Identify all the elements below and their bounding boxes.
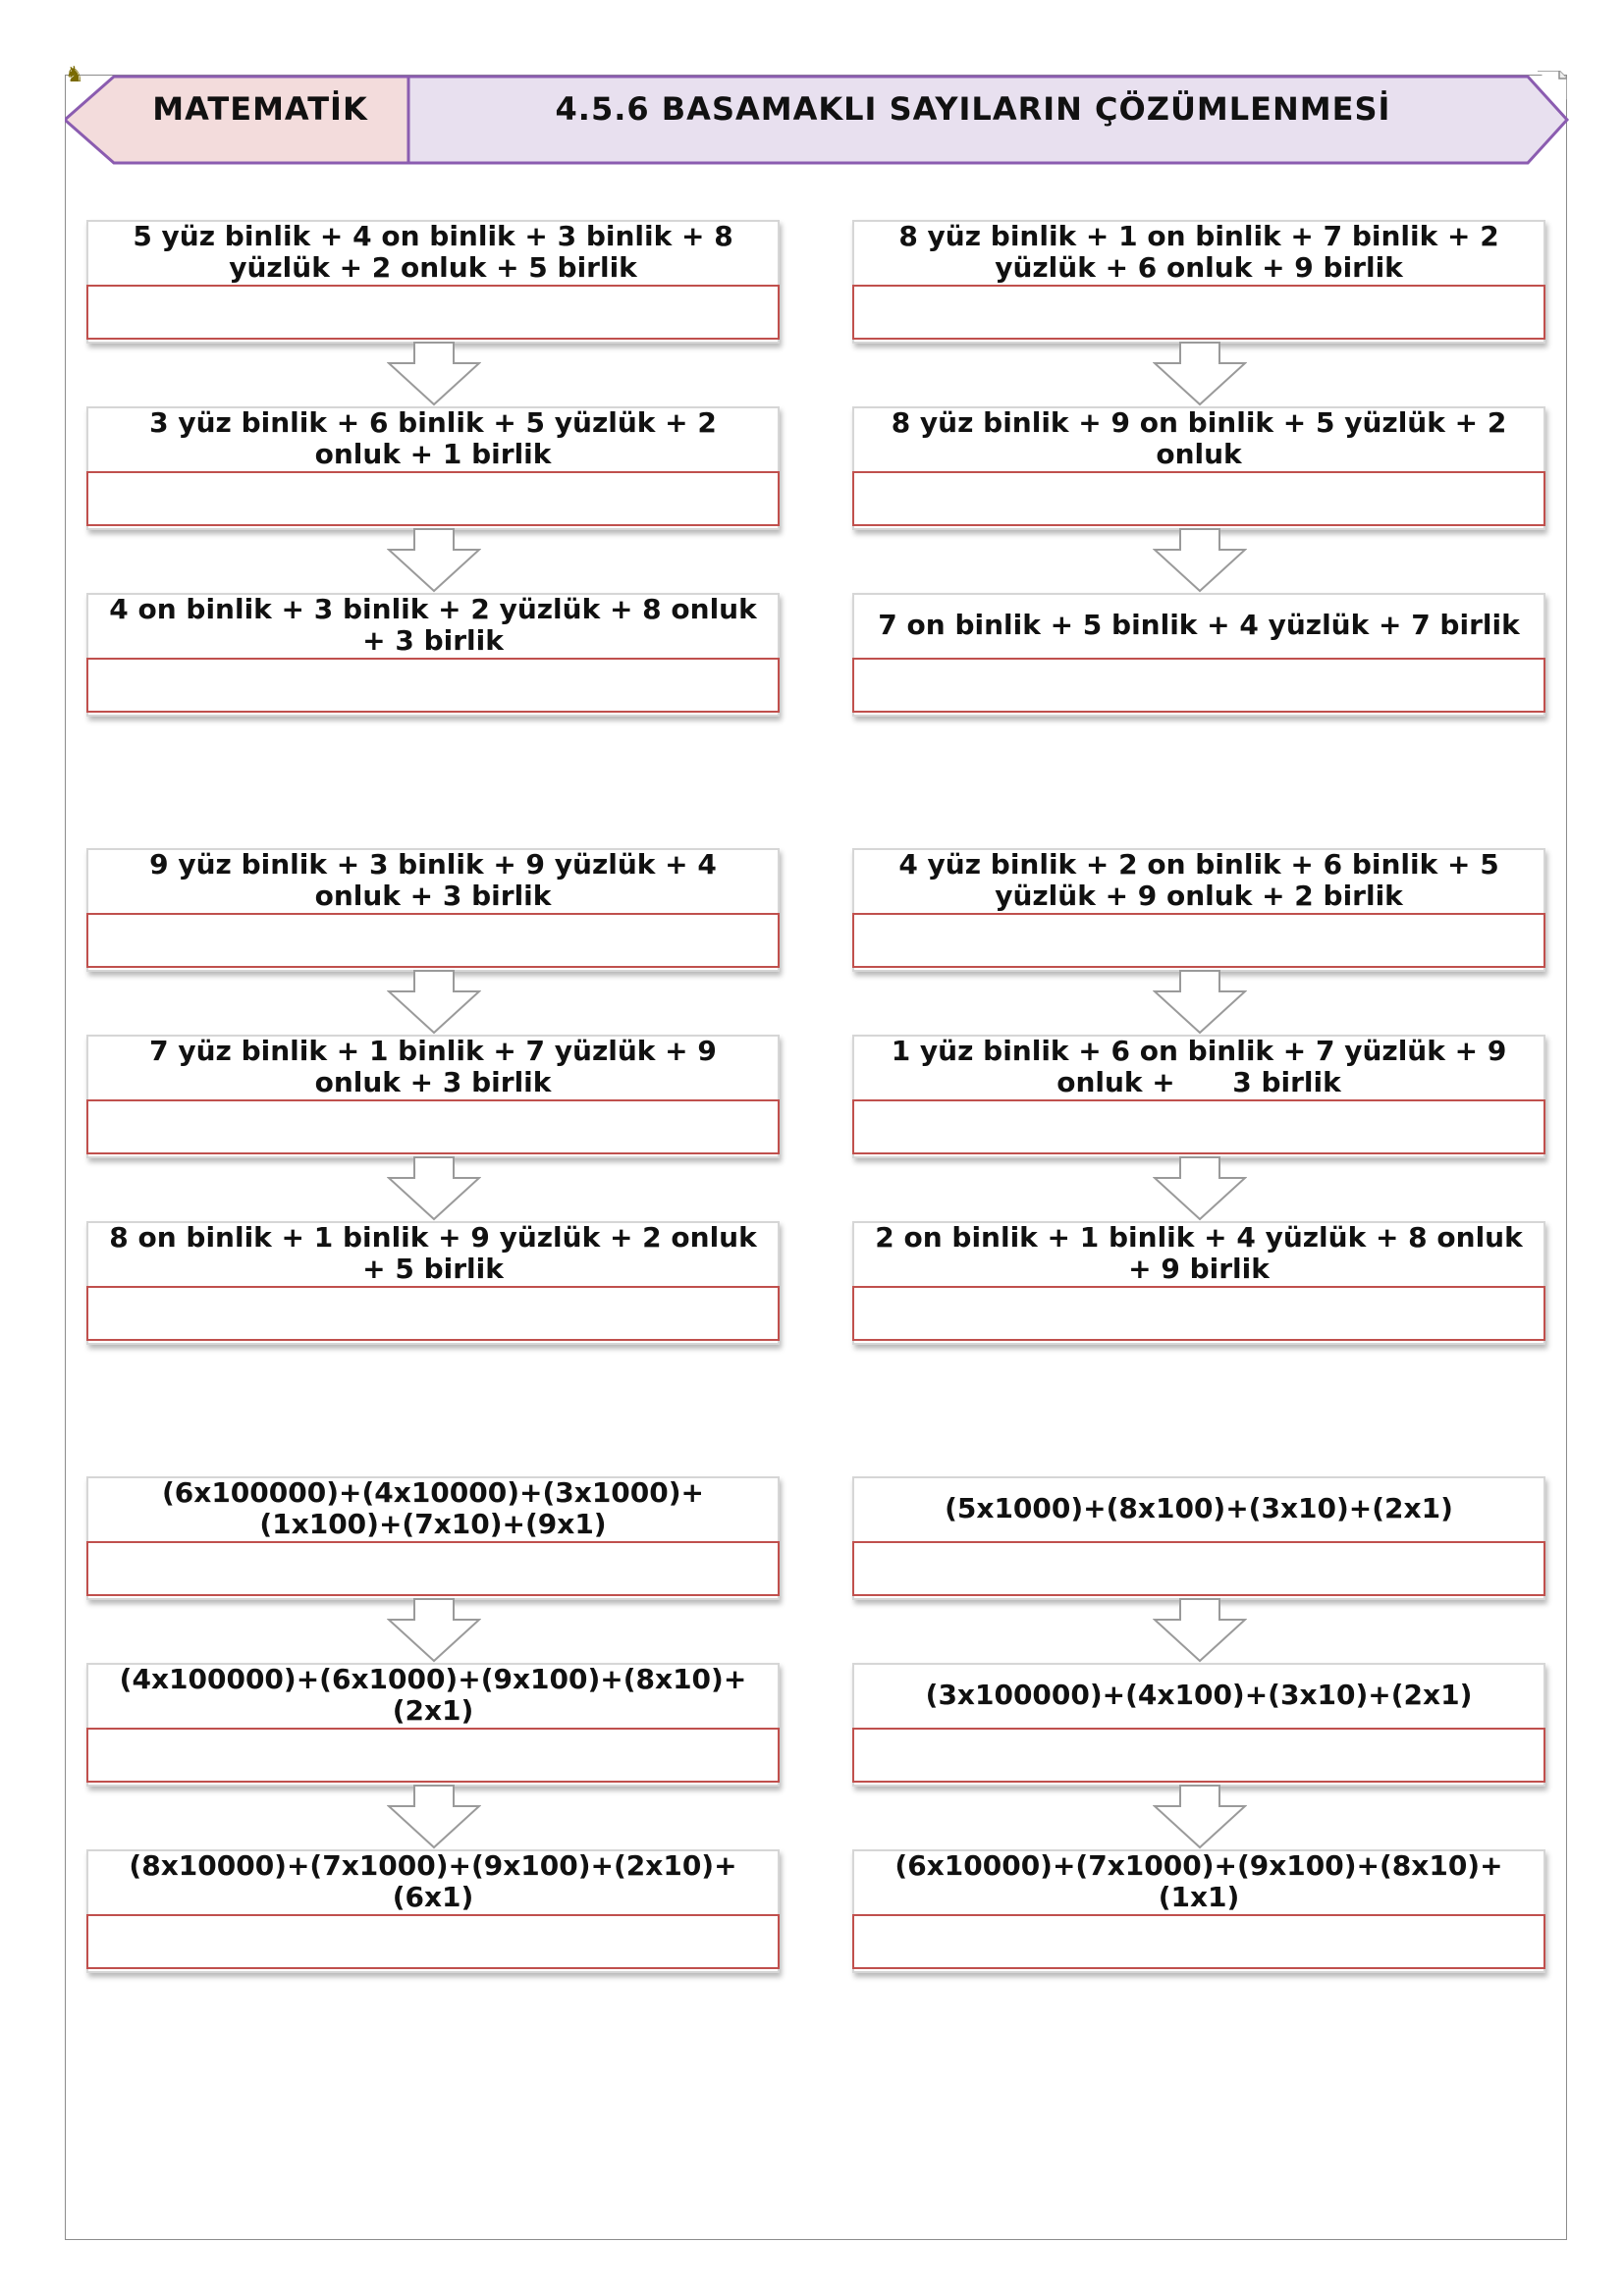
exercise-box: [852, 220, 1545, 344]
answer-field[interactable]: [86, 1099, 780, 1154]
exercise-box: [86, 1221, 780, 1345]
exercise-box: [86, 1849, 780, 1973]
place-value-expression: 8 yüz binlik + 1 on binlik + 7 binlik + 2 yüzlük + 6 onluk + 9 birlik: [898, 220, 1499, 284]
answer-field[interactable]: [86, 1541, 780, 1596]
down-arrow-icon: [387, 528, 481, 593]
exercise-box: [86, 1663, 780, 1787]
down-arrow-icon: [387, 1598, 481, 1663]
place-value-expression: 3 yüz binlik + 6 binlik + 5 yüzlük + 2 onluk + 1 birlik: [149, 406, 717, 470]
exercise-box: [852, 848, 1545, 972]
place-value-expression: 8 on binlik + 1 binlik + 9 yüzlük + 2 onluk + 5 birlik: [109, 1221, 757, 1285]
expanded-form-expression: (5x1000)+(8x100)+(3x10)+(2x1): [945, 1492, 1453, 1524]
place-value-expression: 7 yüz binlik + 1 binlik + 7 yüzlük + 9 onluk + 3 birlik: [149, 1035, 717, 1098]
answer-field[interactable]: [86, 1728, 780, 1783]
place-value-expression: 1 yüz binlik + 6 on binlik + 7 yüzlük + 9 onluk + 3 birlik: [891, 1035, 1517, 1098]
answer-field[interactable]: [86, 285, 780, 340]
answer-field[interactable]: [852, 1914, 1545, 1969]
down-arrow-icon: [1153, 1785, 1247, 1849]
place-value-expression: 5 yüz binlik + 4 on binlik + 3 binlik + 8 yüzlük + 2 onluk + 5 birlik: [133, 220, 733, 284]
answer-field[interactable]: [852, 1728, 1545, 1783]
answer-field[interactable]: [86, 471, 780, 526]
place-value-expression: 8 yüz binlik + 9 on binlik + 5 yüzlük + 2 onluk: [891, 406, 1507, 470]
answer-field[interactable]: [86, 1914, 780, 1969]
answer-field[interactable]: [852, 285, 1545, 340]
exercise-box: [852, 1663, 1545, 1787]
subject-label: MATEMATİK: [152, 90, 368, 128]
exercise-box: [852, 1849, 1545, 1973]
expanded-form-expression: (6x10000)+(7x1000)+(9x100)+(8x10)+(1x1): [894, 1849, 1503, 1913]
down-arrow-icon: [387, 970, 481, 1035]
pin-icon: ♞: [65, 63, 84, 87]
answer-field[interactable]: [86, 1286, 780, 1341]
down-arrow-icon: [1153, 528, 1247, 593]
answer-field[interactable]: [852, 1286, 1545, 1341]
exercise-box: [86, 848, 780, 972]
down-arrow-icon: [1153, 1598, 1247, 1663]
exercise-box: [86, 593, 780, 717]
exercise-box: [852, 406, 1545, 530]
down-arrow-icon: [387, 1156, 481, 1221]
down-arrow-icon: [387, 342, 481, 406]
answer-field[interactable]: [852, 471, 1545, 526]
exercise-box: [86, 406, 780, 530]
place-value-expression: 9 yüz binlik + 3 binlik + 9 yüzlük + 4 onluk + 3 birlik: [149, 848, 717, 912]
answer-field[interactable]: [86, 658, 780, 713]
worksheet-title: 4.5.6 BASAMAKLI SAYILARIN ÇÖZÜMLENMESİ: [555, 90, 1391, 128]
expanded-form-expression: (6x100000)+(4x10000)+(3x1000)+(1x100)+(7x10)+(9x1): [161, 1476, 705, 1540]
expanded-form-expression: (3x100000)+(4x100)+(3x10)+(2x1): [925, 1679, 1473, 1711]
down-arrow-icon: [1153, 342, 1247, 406]
down-arrow-icon: [387, 1785, 481, 1849]
place-value-expression: 4 yüz binlik + 2 on binlik + 6 binlik + 5 yüzlük + 9 onluk + 2 birlik: [898, 848, 1499, 912]
answer-field[interactable]: [852, 913, 1545, 968]
answer-field[interactable]: [852, 658, 1545, 713]
answer-field[interactable]: [852, 1099, 1545, 1154]
exercise-box: [86, 220, 780, 344]
exercise-box: [852, 1221, 1545, 1345]
exercise-box: [86, 1476, 780, 1600]
exercise-box: [852, 593, 1545, 717]
answer-field[interactable]: [852, 1541, 1545, 1596]
exercise-box: [852, 1476, 1545, 1600]
expanded-form-expression: (4x100000)+(6x1000)+(9x100)+(8x10)+(2x1): [119, 1663, 747, 1727]
exercise-box: [86, 1035, 780, 1158]
exercise-box: [852, 1035, 1545, 1158]
place-value-expression: 4 on binlik + 3 binlik + 2 yüzlük + 8 onluk + 3 birlik: [109, 593, 757, 657]
place-value-expression: 2 on binlik + 1 binlik + 4 yüzlük + 8 onluk + 9 birlik: [875, 1221, 1523, 1285]
down-arrow-icon: [1153, 1156, 1247, 1221]
down-arrow-icon: [1153, 970, 1247, 1035]
answer-field[interactable]: [86, 913, 780, 968]
expanded-form-expression: (8x10000)+(7x1000)+(9x100)+(2x10)+(6x1): [129, 1849, 737, 1913]
place-value-expression: 7 on binlik + 5 binlik + 4 yüzlük + 7 birlik: [878, 609, 1520, 641]
